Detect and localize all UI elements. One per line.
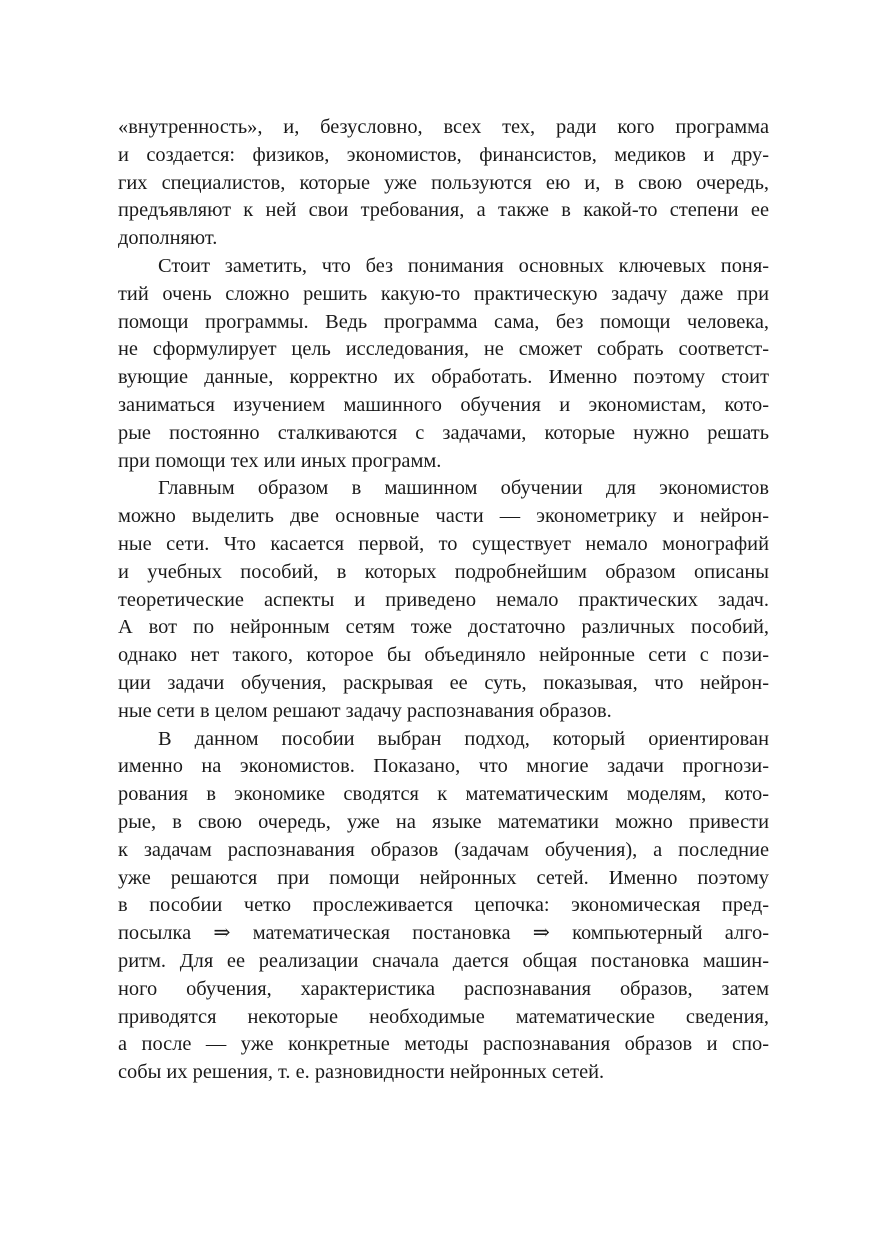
text-line: тий очень сложно решить какую-то практическую задачу даже при — [118, 282, 769, 305]
text-line: ции задачи обучения, раскрывая ее суть, показывая, что нейрон- — [118, 671, 769, 694]
text-line: можно выделить две основные части — эконометрику и нейрон- — [118, 505, 769, 528]
text-line: ные сети. Что касается первой, то существует немало монографий — [118, 532, 769, 555]
text-line: вующие данные, корректно их обработать. Именно поэтому стоит — [118, 366, 769, 389]
text-line: посылка ⇒ математическая постановка ⇒ компьютерный алго- — [118, 922, 769, 945]
text-line: предъявляют к ней свои требования, а также в какой-то степени ее — [118, 199, 769, 222]
text-line: ного обучения, характеристика распознавания образов, затем — [118, 977, 769, 1000]
text-line: уже решаются при помощи нейронных сетей. Именно поэтому — [118, 866, 769, 889]
text-line: ные сети в целом решают задачу распознавания образов. — [118, 699, 612, 722]
text-line: рые постоянно сталкиваются с задачами, которые нужно решать — [118, 421, 769, 444]
text-line: и создается: физиков, экономистов, финансистов, медиков и дру- — [118, 143, 769, 166]
text-line: приводятся некоторые необходимые математические сведения, — [118, 1005, 769, 1028]
text-line: ритм. Для ее реализации сначала дается общая постановка машин- — [118, 949, 769, 972]
text-line: «внутренность», и, безусловно, всех тех, ради кого программа — [118, 116, 769, 138]
text-line: рования в экономике сводятся к математическим моделям, кото- — [118, 783, 769, 806]
text-line: помощи программы. Ведь программа сама, без помощи человека, — [118, 310, 769, 333]
text-line: собы их решения, т. е. разновидности нейронных сетей. — [118, 1061, 605, 1084]
paragraph — [118, 475, 769, 725]
paragraph — [118, 253, 769, 475]
text-line: к задачам распознавания образов (задачам обучения), а последние — [118, 838, 769, 861]
text-line: не сформулирует цель исследования, не сможет собрать соответст- — [118, 338, 769, 361]
text-line: именно на экономистов. Показано, что многие задачи прогнози- — [118, 755, 769, 778]
text-line: теоретические аспекты и приведено немало практических задач. — [118, 588, 769, 611]
paragraph — [118, 726, 769, 1087]
paragraph — [118, 114, 769, 253]
text-line: однако нет такого, которое бы объединяло нейронные сети с пози- — [118, 644, 769, 667]
text-line: а после — уже конкретные методы распознавания образов и спо- — [118, 1033, 769, 1056]
text-line: Стоит заметить, что без понимания основных ключевых поня- — [158, 254, 769, 277]
text-line: в пособии четко прослеживается цепочка: экономическая пред- — [118, 894, 769, 917]
text-line: гих специалистов, которые уже пользуются ею и, в свою очередь, — [118, 171, 769, 194]
text-line: заниматься изучением машинного обучения и экономистам, кото- — [118, 393, 769, 416]
text-line: дополняют. — [118, 227, 218, 250]
body-text — [118, 114, 769, 1087]
text-line: при помощи тех или иных программ. — [118, 449, 442, 472]
text-line: рые, в свою очередь, уже на языке математики можно привести — [118, 810, 769, 833]
text-line: Главным образом в машинном обучении для экономистов — [158, 477, 769, 500]
text-line: В данном пособии выбран подход, который ориентирован — [158, 727, 769, 750]
text-line: А вот по нейронным сетям тоже достаточно различных пособий, — [118, 616, 769, 639]
text-line: и учебных пособий, в которых подробнейшим образом описаны — [118, 560, 769, 583]
